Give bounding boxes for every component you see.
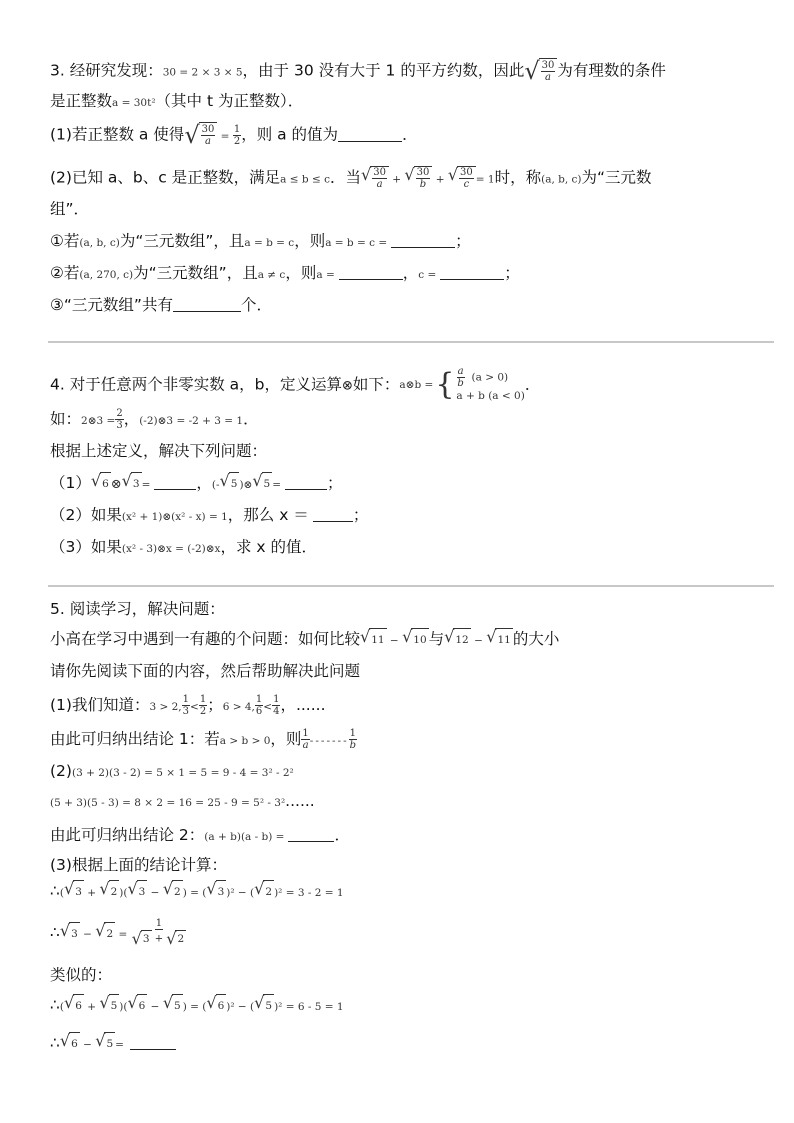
q3-c3-answer-blank[interactable] [173, 297, 241, 312]
q4-intro: 根据上述定义，解决下列问题： [50, 442, 268, 460]
q3-line-2: 是正整数a = 30t²（其中 t 为正整数）． [50, 92, 304, 110]
q3-p2-sqrt-b: √ $\frac{30}{b}$ [404, 166, 432, 190]
q5-similar: 类似的： [50, 966, 113, 984]
q5-title: 5. 阅读学习，解决问题： [50, 600, 225, 618]
q3-p2-sqrt-c: √ $\frac{30}{c}$ [448, 166, 476, 190]
q4-s1-blank-1[interactable] [154, 475, 196, 490]
q4-s2-blank[interactable] [313, 507, 353, 522]
section-divider [48, 341, 774, 343]
q3-sqrt-30-over-a: √ $\frac{30}{a}$ [524, 58, 557, 84]
q5-line-2: 请你先阅读下面的内容，然后帮助解决此问题 [50, 662, 361, 680]
q3-case-2: ②若(a, 270, c)为“三元数组”，且a ≠ c，则a = ，c = ； [50, 264, 520, 282]
q5-conclusion-1: 由此可归纳出结论 1：若a > b > 0，则 $\frac{1}{a}$ ------- $\frac{1}{b}$ [50, 728, 357, 751]
q4-sub-3: （3）如果(x² - 3)⊗x = (-2)⊗x，求 x 的值． [50, 538, 317, 556]
q5-knowledge-2b: (5 + 3)(5 - 3) = 8 × 2 = 16 = 25 - 9 = 5² - 3²...... [50, 792, 315, 810]
q3-intro-text-2: ，由于 30 没有大于 1 的平方约数，因此 [242, 61, 525, 80]
otimes-symbol: ⊗ [341, 378, 353, 394]
q3-part-1: (1)若正整数 a 使得 √ $\frac{30}{a}$ = $\frac{1}{2}$ ，则 a 的值为 ． [50, 121, 418, 149]
q3-c1-answer-blank[interactable] [391, 233, 455, 248]
q3-part-2: (2)已知 a、b、c 是正整数，满足a ≤ b ≤ c．当 √ $\frac{30}{a}$ + √ $\frac{30}{b}$ + √ $\frac{30}{c}$ = 1时，称(a, b, c)为“三元数 [50, 165, 652, 190]
q5-calc-3: ∴( √ 6 + √ 5 )( √ 6 − √ 5 ) = ( √ 6 )² − ( √ 5 )² = 6 - 5 = 1 [50, 994, 344, 1018]
q3-p2-sqrt-a: √ $\frac{30}{a}$ [361, 166, 389, 190]
q3-part-2-cont: 组”． [50, 200, 90, 218]
q5-calc-1: ∴( √ 3 + √ 2 )( √ 3 − √ 2 ) = ( √ 3 )² − ( √ 2 )² = 3 - 2 = 1 [50, 880, 344, 904]
section-divider [48, 585, 774, 587]
q3-intro-text: 3. 经研究发现： [50, 61, 163, 80]
q5-calc-4: ∴ √ 6 − √ 5 = [50, 1032, 176, 1056]
q4-example: 如：2⊗3 = $\frac{2}{3}$ ，(-2)⊗3 = -2 + 3 = 1． [50, 408, 259, 431]
q4-line-1: 4. 对于任意两个非零实数 a，b，定义运算⊗如下： a⊗b = { $\frac{a}{b}$ (a > 0) a + b (a < 0) ． [50, 366, 541, 402]
q3-p1-sqrt: √ $\frac{30}{a}$ [184, 122, 217, 148]
q4-s1-blank-2[interactable] [285, 475, 327, 490]
q3-c2-c-blank[interactable] [440, 265, 504, 280]
q3-factorization: 30 = 2 × 3 × 5 [162, 66, 243, 79]
q3-p2-triple: (a, b, c) [541, 173, 582, 186]
q3-intro-text-3: 为有理数的条件 [557, 61, 666, 80]
q5-conclusion-2: 由此可归纳出结论 2：(a + b)(a - b) = ． [50, 826, 350, 844]
q3-p1-answer-blank[interactable] [338, 127, 402, 142]
q3-case-1: ①若(a, b, c)为“三元数组”，且a = b = c，则a = b = c = ； [50, 232, 471, 250]
q4-sub-2: （2）如果(x² + 1)⊗(x² - x) = 1，那么 x ＝ ； [50, 506, 369, 524]
q3-p2-inequality: a ≤ b ≤ c [280, 173, 330, 186]
q3-case-3: ③“三元数组”共有 个． [50, 296, 272, 314]
q5-c2-blank[interactable] [288, 827, 334, 842]
q5-calc-2: ∴ √ 3 − √ 2 = 1 √ 3 + √ 2 [50, 918, 185, 948]
q3-c2-a-blank[interactable] [339, 265, 403, 280]
q5-final-blank[interactable] [130, 1035, 176, 1050]
q5-knowledge-2: (2)(3 + 2)(3 - 2) = 5 × 1 = 5 = 9 - 4 = 3² - 2² [50, 762, 294, 780]
q3-line-1 [50, 58, 666, 84]
q4-sub-1: （1） √ 6 ⊗ √ 3 = ，(- √ 5 )⊗ √ 5 = ； [50, 472, 343, 496]
q3-p1-half: $\frac{1}{2}$ [233, 123, 241, 147]
q4-definition: a⊗b = { $\frac{a}{b}$ (a > 0) a + b (a < 0) [399, 366, 525, 402]
q3-a-formula: a = 30t² [112, 97, 156, 109]
q5-knowledge-1: (1)我们知道：3 > 2, $\frac{1}{3}$ < $\frac{1}{2}$ ；6 > 4, $\frac{1}{6}$ < $\frac{1}{4}$ ，...... [50, 694, 326, 717]
q5-knowledge-3: (3)根据上面的结论计算： [50, 856, 227, 874]
q5-line-1: 小高在学习中遇到一有趣的个问题：如何比较 √ 11 − √ 10 与 √ 12 − √ 11 的大小 [50, 628, 559, 652]
